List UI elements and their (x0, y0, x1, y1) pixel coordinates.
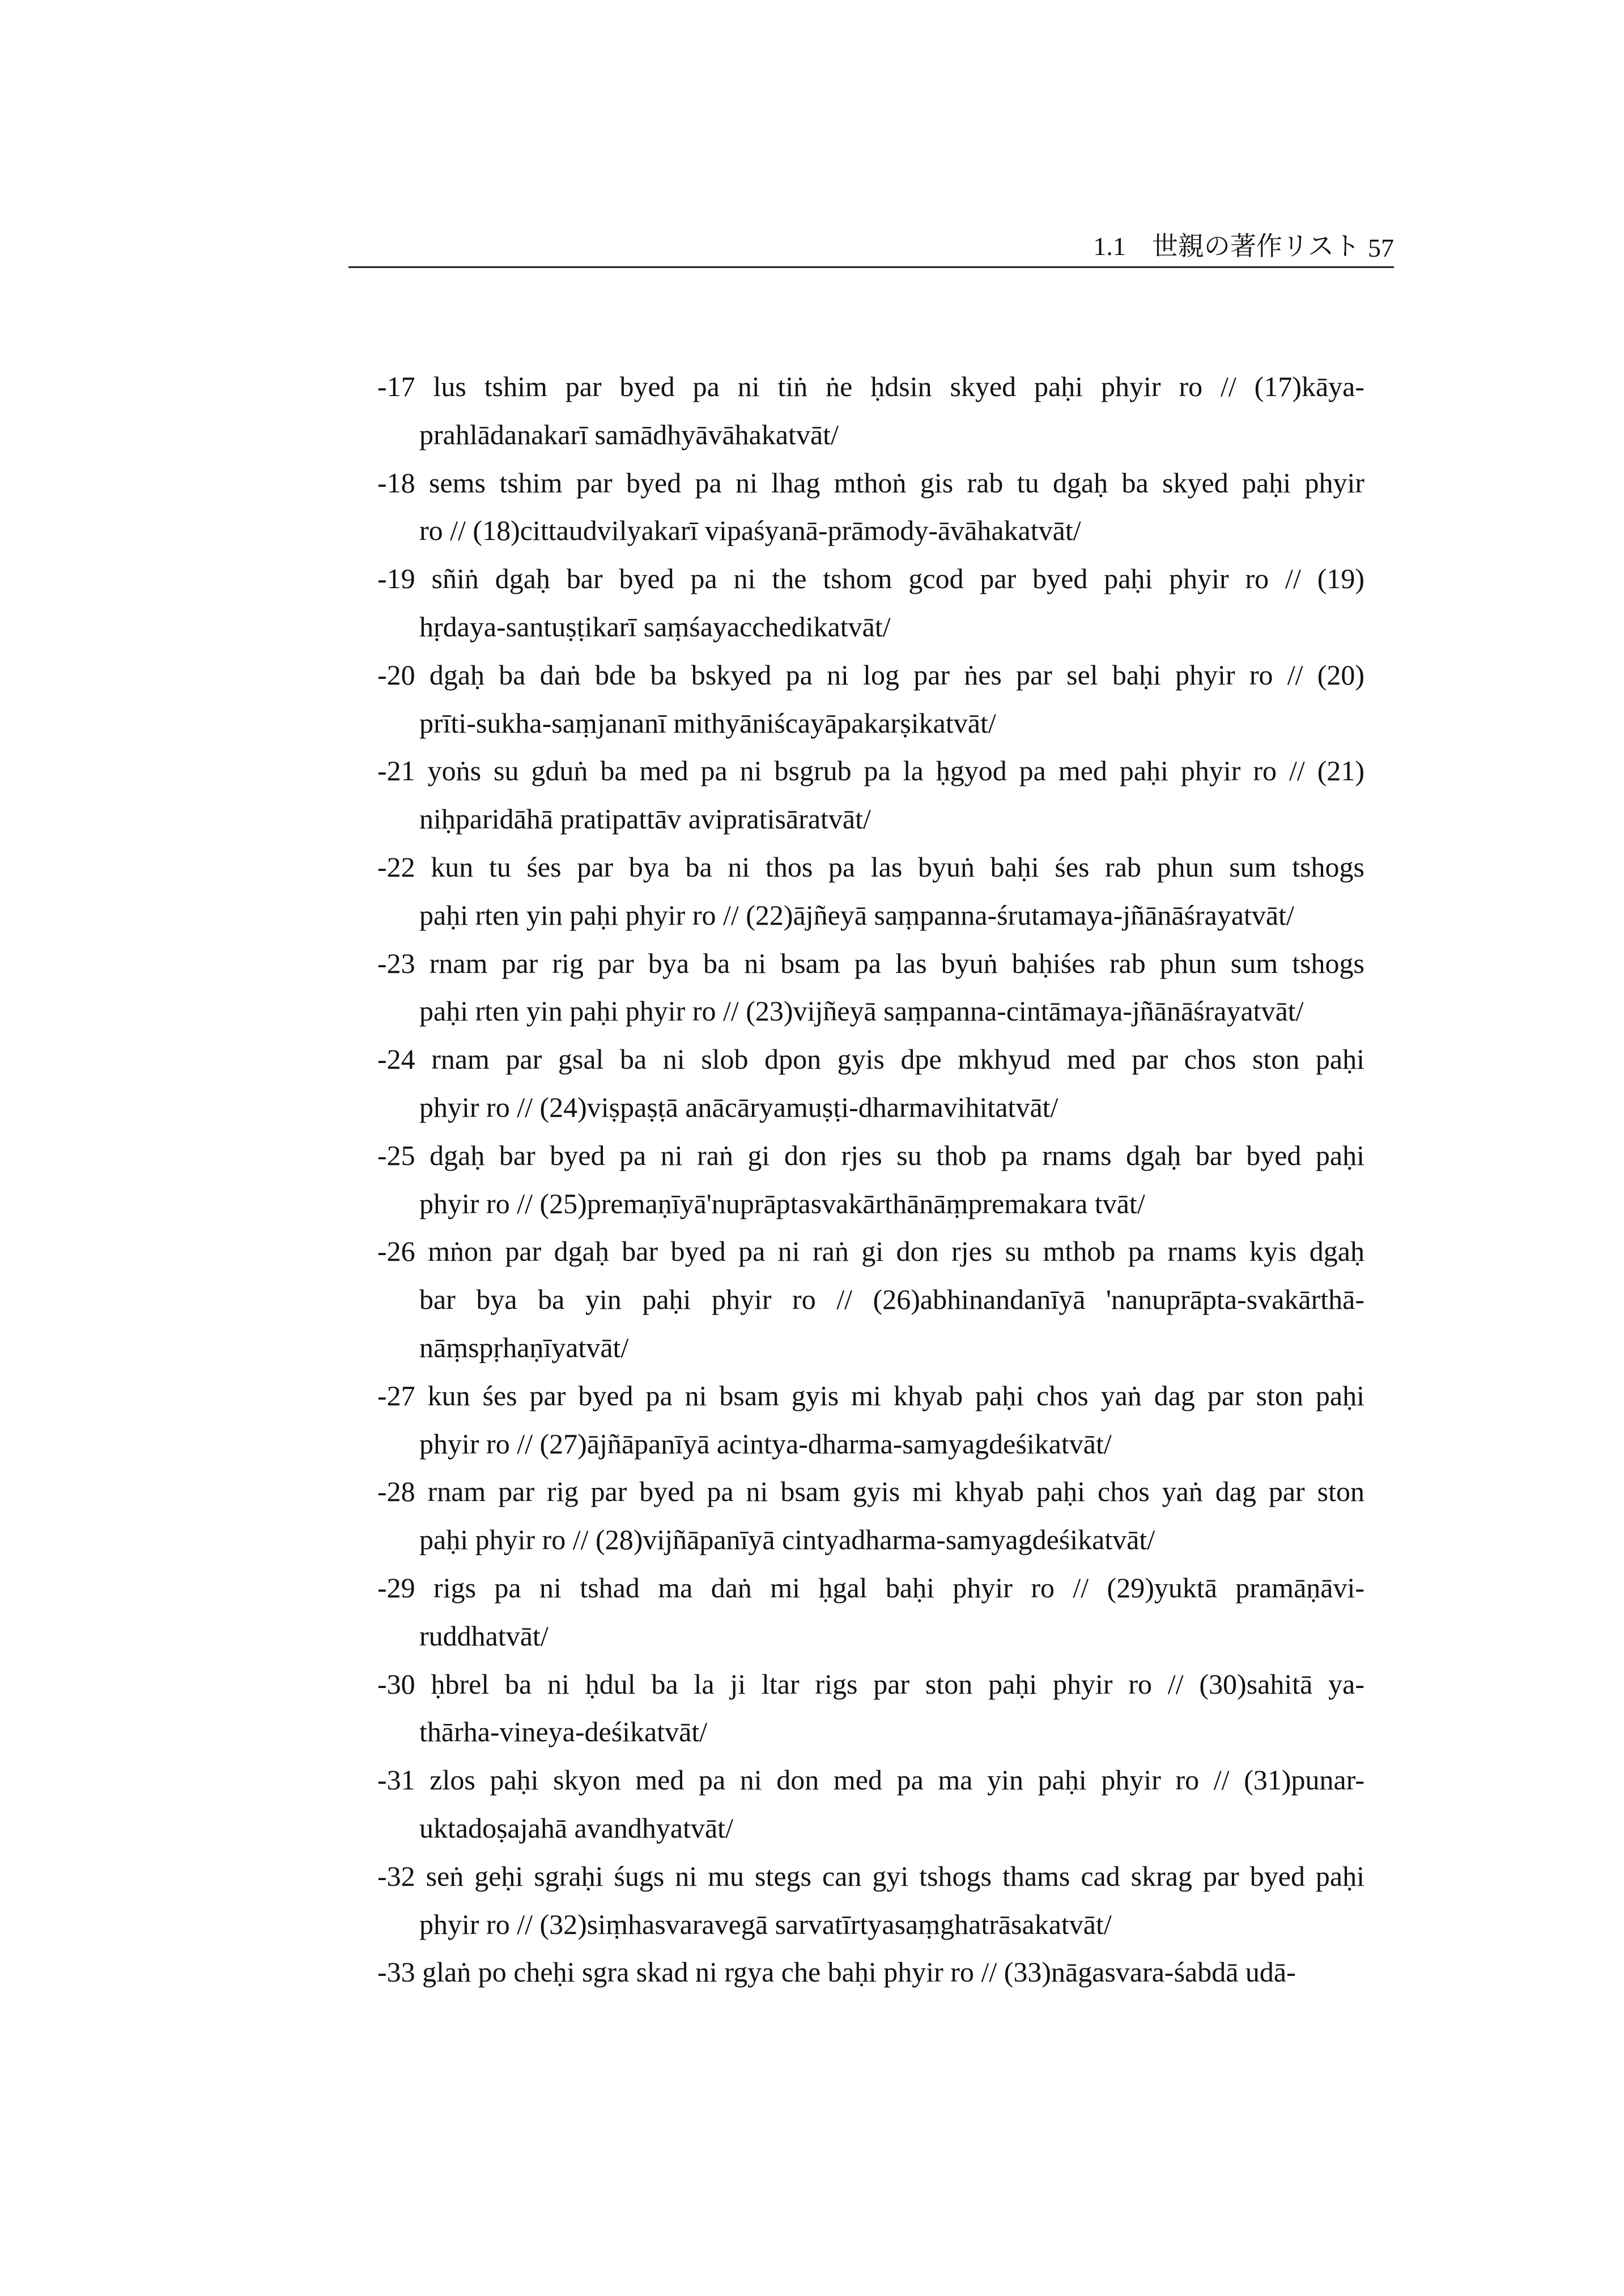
entry-line: -23 rnam par rig par bya ba ni bsam pa las byuṅ baḥiśes rab phun sum tshogs (377, 947, 1364, 979)
entry-line: -25 dgaḥ bar byed pa ni raṅ gi don rjes su thob pa rnams dgaḥ bar byed paḥi (377, 1139, 1364, 1171)
entry-continuation-line: paḥi phyir ro // (28)vijñāpanīyā cintyadharma-samyagdeśikatvāt/ (419, 1524, 1155, 1556)
entry-continuation-line: paḥi rten yin paḥi phyir ro // (23)vijñeyā saṃpanna-cintāmaya-jñānāśrayatvāt/ (419, 995, 1304, 1027)
entry-continuation-line: niḥparidāhā pratipattāv avipratisāratvāt/ (419, 803, 871, 835)
entry-continuation-line: phyir ro // (32)siṃhasvaravegā sarvatīrtyasaṃghatrāsakatvāt/ (419, 1908, 1112, 1940)
entry-continuation-line: nāṃspṛhaṇīyatvāt/ (419, 1331, 629, 1363)
entry-continuation-line: prahlādanakarī samādhyāvāhakatvāt/ (419, 418, 839, 450)
entry-line: -27 kun śes par byed pa ni bsam gyis mi khyab paḥi chos yaṅ dag par ston paḥi (377, 1379, 1364, 1411)
entry-continuation-line: hṛdaya-santuṣṭikarī saṃśayacchedikatvāt/ (419, 610, 891, 643)
entry-line: -33 glaṅ po cheḥi sgra skad ni rgya che baḥi phyir ro // (33)nāgasvara-śabdā udā- (377, 1956, 1296, 1988)
entry-line: -30 ḥbrel ba ni ḥdul ba la ji ltar rigs par ston paḥi phyir ro // (30)sahitā ya- (377, 1668, 1364, 1700)
entry-line: -20 dgaḥ ba daṅ bde ba bskyed pa ni log par ṅes par sel baḥi phyir ro // (20) (377, 658, 1364, 691)
entry-continuation-line: prīti-sukha-saṃjananī mithyāniścayāpakarṣikatvāt/ (419, 707, 996, 739)
entry-continuation-line: thārha-vineya-deśikatvāt/ (419, 1716, 708, 1748)
entry-line: -26 mṅon par dgaḥ bar byed pa ni raṅ gi don rjes su mthob pa rnams kyis dgaḥ (377, 1235, 1364, 1268)
entry-line: -29 rigs pa ni tshad ma daṅ mi ḥgal baḥi phyir ro // (29)yuktā pramāṇāvi- (377, 1571, 1364, 1604)
entry-continuation-line: paḥi rten yin paḥi phyir ro // (22)ājñeyā saṃpanna-śrutamaya-jñānāśrayatvāt/ (419, 899, 1294, 931)
entry-line: -31 zlos paḥi skyon med pa ni don med pa ma yin paḥi phyir ro // (31)punar- (377, 1764, 1364, 1796)
entry-line: -22 kun tu śes par bya ba ni thos pa las byuṅ baḥi śes rab phun sum tshogs (377, 851, 1364, 883)
entry-continuation-line: ruddhatvāt/ (419, 1619, 549, 1652)
entry-continuation-line: bar bya ba yin paḥi phyir ro // (26)abhinandanīyā 'nanuprāpta-svakārthā- (419, 1283, 1364, 1316)
entry-line: -18 sems tshim par byed pa ni lhag mthoṅ gis rab tu dgaḥ ba skyed paḥi phyir (377, 466, 1364, 499)
entry-line: -17 lus tshim par byed pa ni tiṅ ṅe ḥdsin skyed paḥi phyir ro // (17)kāya- (377, 371, 1364, 402)
entry-continuation-line: phyir ro // (25)premaṇīyā'nuprāptasvakārthānāṃpremakara tvāt/ (419, 1187, 1145, 1219)
page-number: 57 (1368, 233, 1394, 262)
entry-continuation-line: phyir ro // (27)ājñāpanīyā acintya-dharma-samyagdeśikatvāt/ (419, 1427, 1112, 1460)
entry-continuation-line: uktadoṣajahā avandhyatvāt/ (419, 1812, 733, 1844)
entry-line: -21 yoṅs su gduṅ ba med pa ni bsgrub pa la ḥgyod pa med paḥi phyir ro // (21) (377, 755, 1364, 787)
section-title: 1.1 世親の著作リスト (1093, 232, 1360, 261)
running-header (348, 227, 1394, 268)
entry-list (377, 363, 1364, 1996)
entry-continuation-line: phyir ro // (24)viṣpaṣṭā anācāryamuṣṭi-dharmavihitatvāt/ (419, 1091, 1058, 1123)
entry-line: -19 sñiṅ dgaḥ bar byed pa ni the tshom gcod par byed paḥi phyir ro // (19) (377, 563, 1364, 595)
entry-line: -32 seṅ geḥi sgraḥi śugs ni mu stegs can gyi tshogs thams cad skrag par byed paḥi (377, 1860, 1364, 1892)
entry-line: -28 rnam par rig par byed pa ni bsam gyis mi khyab paḥi chos yaṅ dag par ston (377, 1476, 1364, 1508)
entry-line: -24 rnam par gsal ba ni slob dpon gyis dpe mkhyud med par chos ston paḥi (377, 1043, 1364, 1075)
entry-continuation-line: ro // (18)cittaudvilyakarī vipaśyanā-prāmody-āvāhakatvāt/ (419, 515, 1081, 547)
